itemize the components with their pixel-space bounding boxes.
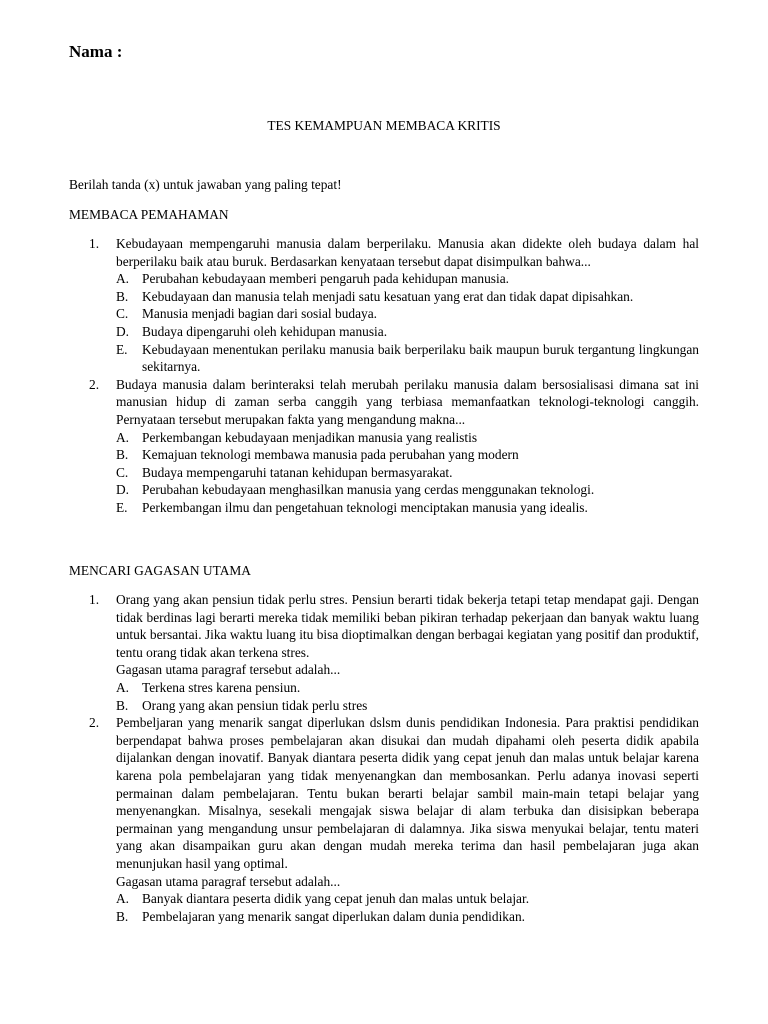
answer-option[interactable]: [116, 446, 699, 464]
option-text: Kemajuan teknologi membawa manusia pada perubahan yang modern: [142, 447, 519, 463]
section-heading-mencari-gagasan-utama: MENCARI GAGASAN UTAMA: [69, 563, 251, 578]
question-item: [89, 714, 699, 925]
option-letter: B.: [116, 447, 129, 463]
answer-option[interactable]: [116, 697, 699, 715]
question-number: 1.: [89, 592, 100, 607]
answer-option[interactable]: [116, 341, 699, 376]
question-number: 1.: [89, 236, 100, 251]
answer-option[interactable]: [116, 323, 699, 341]
question-prompt: Gagasan utama paragraf tersebut adalah...: [116, 873, 341, 889]
option-text: Orang yang akan pensiun tidak perlu stres: [142, 697, 368, 713]
option-text: Banyak diantara peserta didik yang cepat jenuh dan malas untuk belajar.: [142, 891, 530, 907]
question-list-membaca-pemahaman: [89, 235, 699, 517]
question-prompt: Gagasan utama paragraf tersebut adalah...: [116, 662, 341, 678]
question-text: Pembeljaran yang menarik sangat diperlukan dslsm dunis pendidikan Indonesia. Para praktisi pendidikan berpendapat bahwa proses pembelajaran akan disukai dan mudah dipahami oleh peserta didik apabila dijalankan dengan inovatif. Banyak diantara peserta didik yang cepat jenuh dan malas untuk belajar karena karena pola pembelajaran yang tidak menyenangkan dan membosankan. Perlu adanya inovasi seperti permainan dalam pembelajaran. Tentu bukan berarti belajar sambil main-main tetapi belajar yang menyenangkan. Misalnya, sesekali mengajak siswa belajar di alam terbuka dan disisipkan beberapa permainan yang mengandung unsur pembelajaran di dalamnya. Jika siswa menyukai belajar, tentu materi yang akan disampaikan guru akan dengan mudah mereka terima dan hasil pembelajaran juga akan menunjukan hasil yang optimal.: [116, 715, 699, 871]
answer-option[interactable]: [116, 270, 699, 288]
option-letter: D.: [116, 482, 130, 498]
answer-option[interactable]: [116, 464, 699, 482]
answer-option[interactable]: [116, 499, 699, 517]
answer-option[interactable]: [116, 890, 699, 908]
option-letter: B.: [116, 697, 129, 713]
question-item: [89, 376, 699, 517]
option-text: Perubahan kebudayaan menghasilkan manusia yang cerdas menggunakan teknologi.: [142, 482, 595, 498]
name-field-label: Nama :: [69, 42, 123, 61]
answer-option[interactable]: [116, 305, 699, 323]
page-title: TES KEMAMPUAN MEMBACA KRITIS: [267, 118, 501, 133]
question-list-mencari-gagasan-utama: [89, 591, 699, 925]
option-letter: A.: [116, 271, 130, 287]
answer-option[interactable]: [116, 288, 699, 306]
option-text: Perkembangan ilmu dan pengetahuan teknologi menciptakan manusia yang idealis.: [142, 499, 588, 515]
answer-option[interactable]: [116, 679, 699, 697]
instruction-text: Berilah tanda (x) untuk jawaban yang paling tepat!: [69, 177, 342, 192]
answer-option[interactable]: [116, 429, 699, 447]
option-text: Pembelajaran yang menarik sangat diperlukan dalam dunia pendidikan.: [142, 908, 525, 924]
option-letter: C.: [116, 464, 129, 480]
option-letter: A.: [116, 429, 130, 445]
option-letter: E.: [116, 499, 128, 515]
option-text: Terkena stres karena pensiun.: [142, 679, 301, 695]
answer-option[interactable]: [116, 481, 699, 499]
question-item: [89, 591, 699, 714]
option-letter: C.: [116, 306, 129, 322]
question-number: 2.: [89, 376, 100, 392]
section-heading-membaca-pemahaman: MEMBACA PEMAHAMAN: [69, 207, 229, 222]
option-text: Kebudayaan menentukan perilaku manusia baik berperilaku baik maupun buruk tergantung lingkungan sekitarnya.: [142, 341, 699, 375]
option-text: Budaya dipengaruhi oleh kehidupan manusia.: [142, 323, 388, 339]
option-letter: A.: [116, 891, 130, 907]
option-letter: D.: [116, 323, 130, 339]
question-item: [89, 235, 699, 376]
question-text: Orang yang akan pensiun tidak perlu stres. Pensiun berarti tidak bekerja tetapi tetap mendapat gaji. Dengan tidak berdinas lagi berarti mereka tidak memiliki beban pikiran terhadap pekerjaan dan banyak waktu luang untuk bersantai. Jika waktu luang itu bisa dioptimalkan dengan berbagai kegiatan yang positif dan produktif, tentu orang tidak akan terkena stres.: [116, 592, 699, 660]
option-text: Perkembangan kebudayaan menjadikan manusia yang realistis: [142, 429, 478, 445]
question-number: 2.: [89, 715, 100, 731]
option-text: Budaya mempengaruhi tatanan kehidupan bermasyarakat.: [142, 464, 453, 480]
answer-option[interactable]: [116, 908, 699, 926]
option-letter: A.: [116, 679, 130, 695]
option-text: Manusia menjadi bagian dari sosial budaya.: [142, 306, 378, 322]
option-letter: B.: [116, 288, 129, 304]
question-text: Budaya manusia dalam berinteraksi telah merubah perilaku manusia dalam bersosialisasi dimana sat ini manusian hidup di zaman serba canggih yang terbiasa memanfaatkan teknologi-teknologi canggih. Pernyataan tersebut merupakan fakta yang mengandung makna...: [116, 376, 699, 427]
option-text: Perubahan kebudayaan memberi pengaruh pada kehidupan manusia.: [142, 271, 509, 287]
option-letter: B.: [116, 908, 129, 924]
question-text: Kebudayaan mempengaruhi manusia dalam berperilaku. Manusia akan didekte oleh budaya dalam hal berperilaku baik atau buruk. Berdasarkan kenyataan tersebut dapat disimpulkan bahwa...: [116, 236, 699, 269]
option-text: Kebudayaan dan manusia telah menjadi satu kesatuan yang erat dan tidak dapat dipisahkan.: [142, 288, 634, 304]
option-letter: E.: [116, 341, 128, 357]
